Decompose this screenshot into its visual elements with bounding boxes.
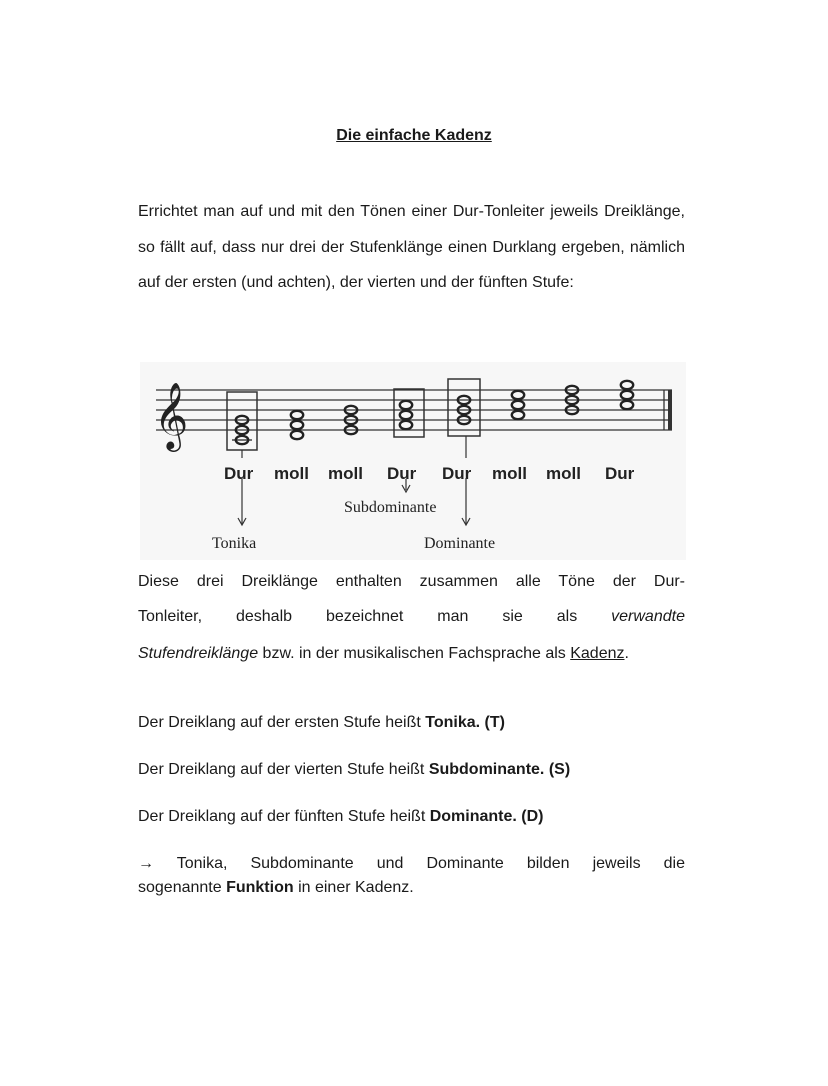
definition-subdominante: Der Dreiklang auf der vierten Stufe heißt Subdominante. (S)	[138, 761, 571, 778]
term-kadenz: Kadenz	[570, 645, 625, 662]
treble-clef-icon: 𝄞	[154, 381, 189, 449]
conclusion-line1: → Tonika, Subdominante und Dominante bilden jeweils die	[138, 855, 685, 872]
tonika-label: Tonika	[212, 535, 257, 552]
page-title: Die einfache Kadenz	[336, 127, 492, 144]
term-funktion: Funktion	[226, 879, 294, 896]
chord-quality-label: moll	[492, 464, 527, 483]
cadence-score-figure	[140, 362, 686, 560]
subdominante-label: Subdominante	[344, 499, 437, 516]
chord-quality-label: Dur	[442, 464, 472, 483]
paragraph2-line1: Diese drei Dreiklänge enthalten zusammen alle Töne der Dur-	[138, 573, 685, 590]
chord-quality-label: Dur	[224, 464, 254, 483]
chord-quality-label: Dur	[387, 464, 417, 483]
paragraph2-line3: Stufendreiklänge bzw. in der musikalischen Fachsprache als Kadenz.	[138, 645, 629, 662]
intro-paragraph: Errichtet man auf und mit den Tönen einer Dur-Tonleiter jeweils Dreiklänge, so fällt auf, dass nur drei der Stufenklänge einen Durklang ergeben, nämlich auf der ersten (und achten), der vierten und der fünften Stufe:	[138, 203, 685, 291]
dominante-label: Dominante	[424, 535, 496, 552]
chord-quality-label: Dur	[605, 464, 635, 483]
conclusion-line2: sogenannte Funktion in einer Kadenz.	[138, 879, 414, 896]
paragraph2-line2: Tonleiter, deshalb bezeichnet man sie als verwandte	[138, 608, 685, 625]
definition-tonika: Der Dreiklang auf der ersten Stufe heißt Tonika. (T)	[138, 714, 505, 731]
arrow-right-icon: →	[138, 855, 154, 872]
definition-dominante: Der Dreiklang auf der fünften Stufe heißt Dominante. (D)	[138, 808, 544, 825]
chord-quality-label: moll	[328, 464, 363, 483]
term-stufendreiklaenge: Stufendreiklänge	[138, 645, 259, 662]
chord-quality-label: moll	[274, 464, 309, 483]
chord-quality-label: moll	[546, 464, 581, 483]
term-verwandte: verwandte	[611, 608, 685, 625]
